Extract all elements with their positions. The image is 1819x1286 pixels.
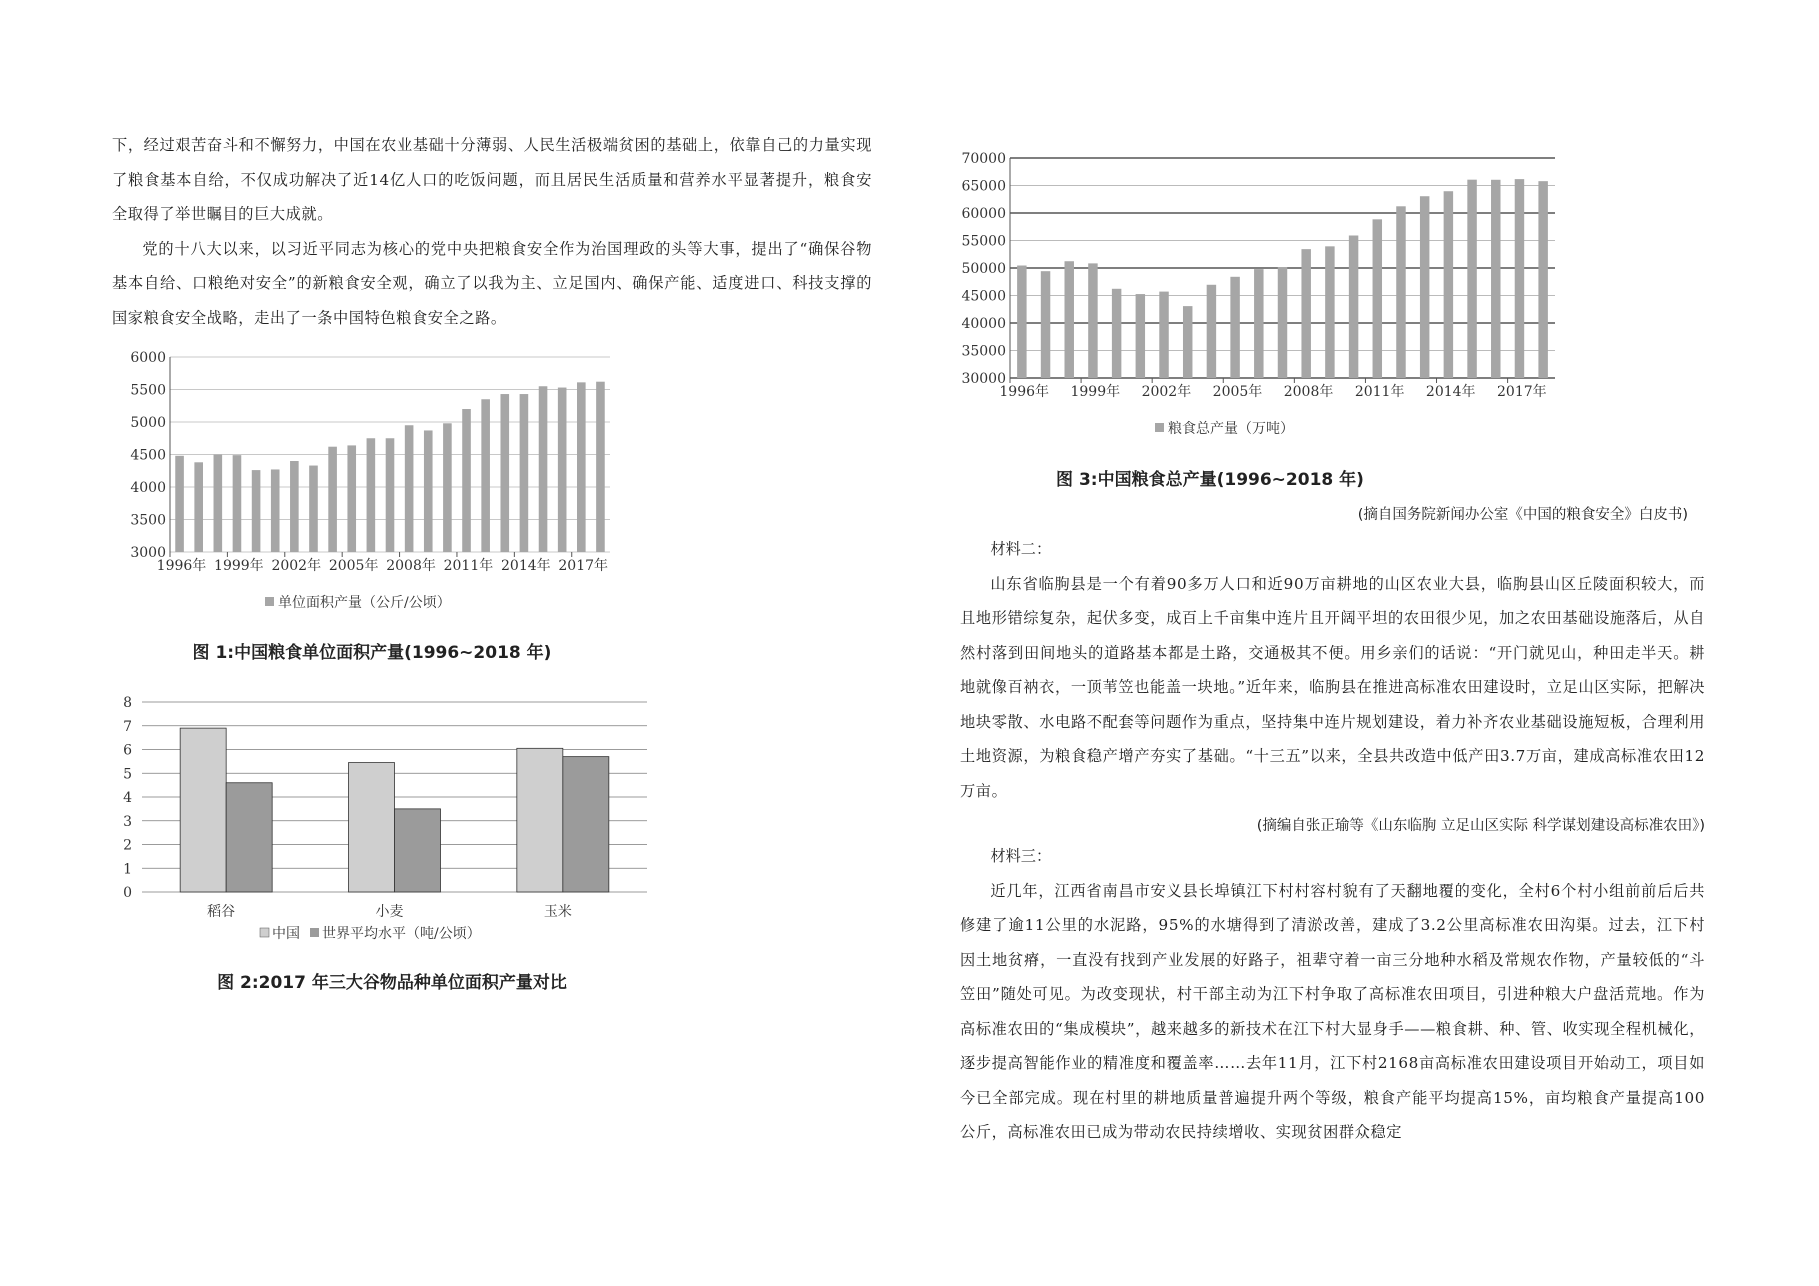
fig1-caption: 图 1:中国粮食单位面积产量(1996~2018 年): [192, 643, 552, 663]
legend-label-china: 中国: [272, 926, 300, 942]
y-tick-label: 1: [123, 861, 132, 878]
x-tick-label: 玉米: [543, 904, 572, 920]
x-tick-label: 1999年: [1070, 384, 1121, 400]
bar-1999: [1088, 263, 1097, 378]
fig3-caption: 图 3:中国粮食总产量(1996~2018 年): [1056, 470, 1364, 490]
x-tick-label: 小麦: [375, 904, 404, 920]
y-tick-label: 3500: [130, 512, 166, 529]
legend-swatch-world: [310, 928, 319, 937]
chart-fig3: [950, 150, 1570, 445]
material3-text: 近几年，江西省南昌市安义县长埠镇江下村村容村貌有了天翻地覆的变化，全村6个村小组前前后后共修建了逾11公里的水泥路，95%的水塘得到了清淤改善，建成了3.2公里高标准农田沟渠。过去，江下村因土地贫瘠，一直没有找到产业发展的好路子，祖辈守着一亩三分地种水稻及常规农作物，产量较低的“斗笠田”随处可见。为改变现状，村干部主动为江下村争取了高标准农田项目，引进种粮大户盘活荒地。作为高标准农田的“集成模块”，越来越多的新技术在江下村大显身手——粮食耕、种、管、收实现全程机械化，逐步提高智能作业的精准度和覆盖率……去年11月，江下村2168亩高标准农田建设项目开始动工，项目如今已全部完成。现在村里的耕地质量普遍提升两个等级，粮食产能平均提高15%，亩均粮食产量提高100公斤，高标准农田已成为带动农民持续增收、实现贫困群众稳定: [960, 881, 1705, 1141]
x-tick-label: 2002年: [271, 558, 322, 574]
fig3-source: (摘自国务院新闻办公室《中国的粮食安全》白皮书): [1357, 507, 1688, 523]
legend-label-world: 世界平均水平（吨/公顷）: [322, 926, 481, 942]
bar-2002: [1159, 292, 1168, 378]
left-column: [112, 128, 872, 335]
bar-2010: [443, 423, 452, 552]
legend-label: 单位面积产量（公斤/公顷）: [278, 595, 451, 611]
bar-2018: [596, 382, 605, 552]
bar-2009: [424, 430, 433, 552]
y-tick-label: 50000: [961, 261, 1006, 277]
bar-2018: [1538, 181, 1547, 378]
legend-label: 粮食总产量（万吨）: [1168, 421, 1294, 437]
x-tick-label: 1996年: [156, 558, 207, 574]
y-tick-label: 2: [123, 837, 132, 854]
bar-2010: [1349, 235, 1358, 378]
bar-1996: [175, 456, 184, 552]
paragraph-2: 党的十八大以来，以习近平同志为核心的党中央把粮食安全作为治国理政的头等大事，提出了“确保谷物基本自给、口粮绝对安全”的新粮食安全观，确立了以我为主、立足国内、确保产能、适度进口、科技支撑的国家粮食安全战略，走出了一条中国特色粮食安全之路。: [112, 239, 872, 327]
bar-2017: [1515, 179, 1524, 378]
y-tick-label: 45000: [961, 288, 1006, 305]
y-tick-label: 55000: [961, 233, 1006, 250]
bar-2001: [1136, 294, 1145, 378]
bar-1997: [1041, 271, 1050, 378]
right-column: [960, 532, 1705, 1150]
bar-2011: [1373, 219, 1382, 378]
bar-2013: [1420, 196, 1429, 378]
bar-稻谷-1: [226, 783, 272, 892]
fig2-caption: 图 2:2017 年三大谷物品种单位面积产量对比: [217, 973, 567, 993]
y-tick-label: 7: [123, 718, 132, 735]
x-tick-label: 2011年: [1354, 384, 1405, 400]
bar-2006: [367, 438, 376, 552]
bar-2015: [539, 386, 548, 552]
bar-2005: [347, 445, 356, 552]
y-tick-label: 6000: [130, 350, 166, 366]
y-tick-label: 5500: [130, 382, 166, 399]
bar-2006: [1254, 269, 1263, 378]
y-tick-label: 4: [123, 790, 132, 806]
y-tick-label: 30000: [961, 371, 1006, 387]
y-tick-label: 0: [123, 885, 132, 901]
chart-fig2: [120, 690, 660, 945]
legend-swatch: [1155, 423, 1164, 432]
y-tick-label: 5000: [130, 415, 166, 431]
bar-2000: [1112, 289, 1121, 378]
y-tick-label: 65000: [961, 178, 1006, 195]
bar-2004: [328, 447, 337, 552]
x-tick-label: 2011年: [443, 558, 494, 574]
bar-2017: [577, 382, 586, 552]
y-tick-label: 6: [123, 742, 132, 759]
material2-label: 材料二：: [990, 540, 1052, 558]
y-tick-label: 4000: [130, 480, 166, 496]
y-tick-label: 5: [123, 766, 132, 783]
bar-小麦-0: [349, 763, 395, 892]
x-tick-label: 1996年: [999, 384, 1050, 400]
y-tick-label: 8: [123, 695, 132, 711]
bar-1998: [1065, 261, 1074, 378]
y-tick-label: 35000: [961, 343, 1006, 360]
y-tick-label: 4500: [130, 447, 166, 464]
x-tick-label: 2014年: [501, 558, 551, 574]
y-tick-label: 3: [123, 813, 132, 830]
paragraph-1: 下，经过艰苦奋斗和不懈努力，中国在农业基础十分薄弱、人民生活极端贫困的基础上，依靠自己的力量实现了粮食基本自给，不仅成功解决了近14亿人口的吃饭问题，而且居民生活质量和营养水平显著提升，粮食安全取得了举世瞩目的巨大成就。: [112, 136, 872, 223]
bar-2003: [1183, 306, 1192, 378]
x-tick-label: 2017年: [1497, 384, 1547, 400]
y-tick-label: 3000: [130, 545, 166, 561]
y-tick-label: 70000: [961, 151, 1006, 167]
legend-swatch: [265, 597, 274, 606]
bar-2007: [386, 438, 395, 552]
x-tick-label: 2008年: [386, 558, 436, 574]
bar-2008: [405, 425, 414, 552]
bar-小麦-1: [395, 809, 441, 892]
x-tick-label: 稻谷: [207, 904, 236, 920]
bar-2003: [309, 466, 318, 552]
bar-玉米-1: [563, 757, 609, 892]
y-tick-label: 60000: [961, 206, 1006, 222]
bar-1997: [194, 462, 203, 552]
material3-label: 材料三：: [990, 847, 1052, 865]
x-tick-label: 2005年: [1212, 384, 1263, 400]
y-tick-label: 40000: [961, 316, 1006, 332]
x-tick-label: 2017年: [558, 558, 609, 574]
bar-2016: [558, 388, 567, 552]
bar-2002: [290, 461, 299, 552]
bar-2012: [1396, 206, 1405, 378]
material2-source: (摘编自张正瑜等《山东临朐 立足山区实际 科学谋划建设高标准农田》): [1256, 818, 1705, 834]
bar-2008: [1301, 249, 1310, 378]
bar-玉米-0: [517, 748, 563, 892]
bar-2000: [252, 470, 261, 552]
bar-2005: [1230, 277, 1239, 378]
bar-2009: [1325, 246, 1334, 378]
bar-2016: [1491, 180, 1500, 378]
material2-text: 山东省临朐县是一个有着90多万人口和近90万亩耕地的山区农业大县，临朐县山区丘陵面积较大，而且地形错综复杂，起伏多变，成百上千亩集中连片且开阔平坦的农田很少见，加之农田基础设施落后，从自然村落到田间地头的道路基本都是土路，交通极其不便。用乡亲们的话说：“开门就见山，种田走半天。耕地就像百衲衣，一顶苇笠也能盖一块地。”近年来，临朐县在推进高标准农田建设时，立足山区实际，把解决地块零散、水电路不配套等问题作为重点，坚持集中连片规划建设，着力补齐农业基础设施短板，合理利用土地资源，为粮食稳产增产夯实了基础。“十三五”以来，全县共改造中低产田3.7万亩，建成高标准农田12万亩。: [960, 574, 1705, 800]
bar-2011: [462, 409, 471, 552]
bar-1999: [233, 455, 242, 552]
bar-2001: [271, 469, 280, 552]
bar-稻谷-0: [180, 728, 226, 892]
bar-2013: [500, 394, 509, 552]
bar-2007: [1278, 267, 1287, 378]
bar-1996: [1017, 266, 1026, 378]
x-tick-label: 2005年: [328, 558, 379, 574]
x-tick-label: 2008年: [1283, 384, 1334, 400]
bar-2015: [1467, 180, 1476, 378]
bar-1998: [214, 455, 223, 553]
x-tick-label: 1999年: [214, 558, 264, 574]
bar-2014: [520, 394, 529, 552]
x-tick-label: 2002年: [1141, 384, 1192, 400]
bar-2014: [1444, 191, 1453, 378]
legend-swatch-china: [260, 928, 269, 937]
bar-2004: [1207, 285, 1216, 378]
x-tick-label: 2014年: [1425, 384, 1476, 400]
chart-fig1: [120, 345, 630, 615]
bar-2012: [481, 399, 490, 552]
